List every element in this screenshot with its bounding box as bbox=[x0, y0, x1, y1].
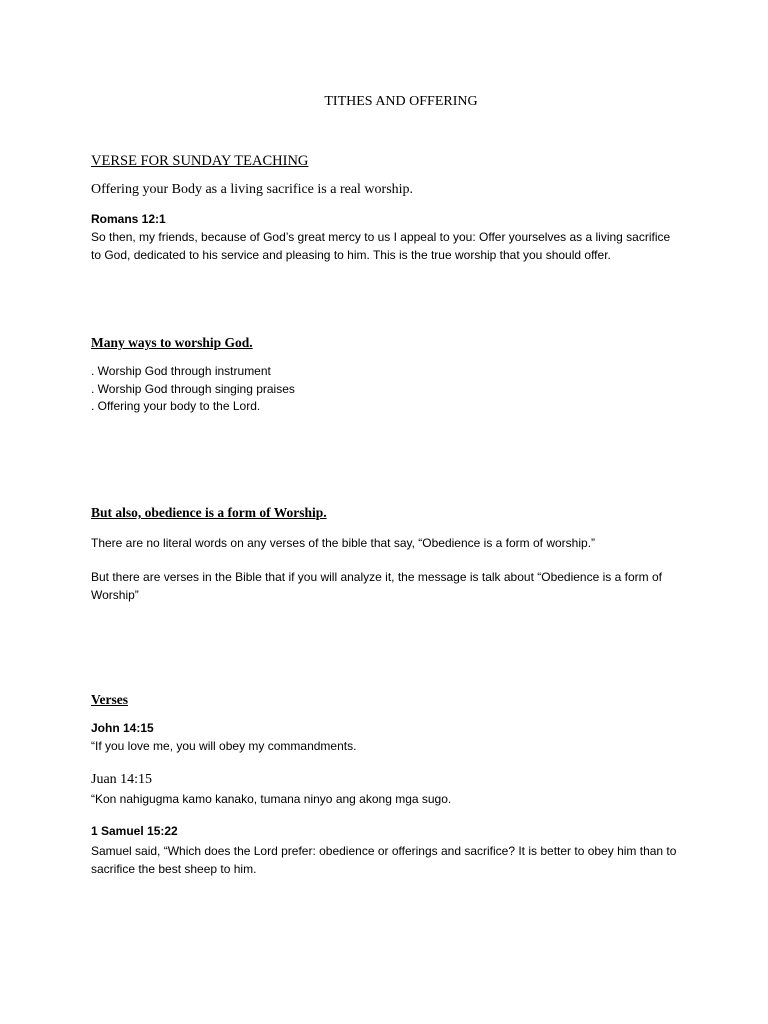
verse-reference-romans: Romans 12:1 bbox=[91, 212, 166, 226]
list-item: . Worship God through singing praises bbox=[91, 381, 295, 396]
verse-reference-samuel: 1 Samuel 15:22 bbox=[91, 824, 178, 838]
section-heading-ways-to-worship: Many ways to worship God. bbox=[91, 335, 253, 350]
paragraph-no-literal-words: There are no literal words on any verses of the bible that say, “Obedience is a form of worship.” bbox=[91, 536, 596, 550]
verse-text-juan: “Kon nahigugma kamo kanako, tumana ninyo ang akong mga sugo. bbox=[91, 792, 452, 806]
section-heading-sunday-teaching: VERSE FOR SUNDAY TEACHING bbox=[91, 153, 309, 169]
paragraph-analyze-verses: But there are verses in the Bible that if you will analyze it, the message is talk about “Obedience is a form of Worship” bbox=[91, 570, 662, 602]
page-title: TITHES AND OFFERING bbox=[324, 94, 478, 109]
intro-text: Offering your Body as a living sacrifice is a real worship. bbox=[91, 182, 414, 197]
list-item: . Worship God through instrument bbox=[91, 364, 271, 378]
verse-reference-juan: Juan 14:15 bbox=[91, 772, 153, 787]
verse-text-romans: So then, my friends, because of God’s great mercy to us I appeal to you: Offer yourselves as a living sacrifice to God, dedicated to his service and pleasing to him. This is the true worship that you should offer. bbox=[91, 230, 671, 262]
section-heading-verses: Verses bbox=[91, 692, 128, 707]
verse-reference-john: John 14:15 bbox=[91, 721, 154, 735]
section-heading-obedience: But also, obedience is a form of Worship. bbox=[91, 505, 327, 520]
verse-text-john: “If you love me, you will obey my commandments. bbox=[91, 739, 357, 753]
list-item: . Offering your body to the Lord. bbox=[91, 399, 261, 413]
verse-text-samuel: Samuel said, “Which does the Lord prefer: obedience or offerings and sacrifice? It is better to obey him than to sacrifice the best sheep to him. bbox=[91, 844, 677, 876]
